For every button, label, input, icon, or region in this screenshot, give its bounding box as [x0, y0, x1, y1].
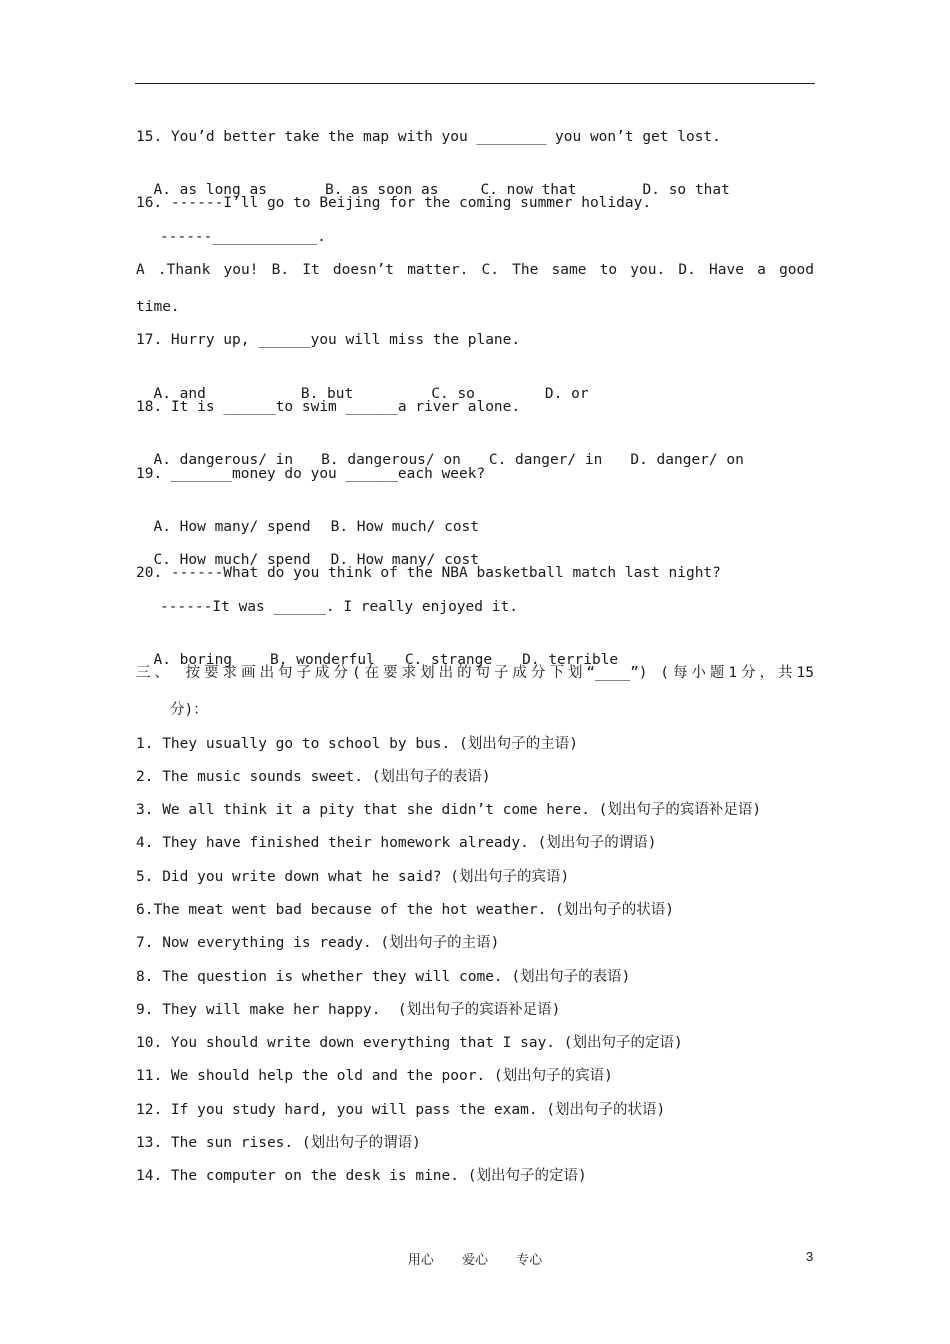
exercise-item: 2. The music sounds sweet. (划出句子的表语) — [136, 769, 491, 785]
question-16-stem: 16. ------I’ll go to Beijing for the coming summer holiday. — [136, 195, 652, 211]
option-d: D. How many/ cost — [330, 552, 480, 568]
question-18-stem: 18. It is ______to swim ______a river alone. — [136, 399, 521, 415]
option-a: A. boring — [153, 652, 233, 668]
option-b: B. dangerous/ on — [321, 452, 461, 468]
option-c: C. so — [431, 386, 475, 402]
question-16-options-line2: time. — [136, 299, 180, 315]
exercise-item: 11. We should help the old and the poor. (划出句子的宾语) — [136, 1068, 613, 1084]
option-b: B. as soon as — [324, 182, 439, 198]
exercise-item: 1. They usually go to school by bus. (划出句子的主语) — [136, 736, 578, 752]
option-a: A. dangerous/ in — [153, 452, 294, 468]
header-rule — [135, 83, 815, 84]
exercise-item: 5. Did you write down what he said? (划出句子的宾语) — [136, 869, 570, 885]
footer-word: 爱心 — [461, 1253, 488, 1268]
exercise-item: 14. The computer on the desk is mine. (划出句子的定语) — [136, 1168, 587, 1184]
option-c: C. strange — [404, 652, 493, 668]
exercise-item: 4. They have finished their homework already. (划出句子的谓语) — [136, 835, 657, 851]
option-a: A. as long as — [153, 182, 267, 198]
exercise-item: 7. Now everything is ready. (划出句子的主语) — [136, 935, 500, 951]
question-19-stem: 19. _______money do you ______each week? — [136, 466, 486, 482]
exercise-item: 10. You should write down everything that I say. (划出句子的定语) — [136, 1035, 683, 1051]
option-d: D. danger/ on — [630, 452, 744, 468]
option-d: D. so that — [642, 182, 730, 198]
exercise-item: 6.The meat went bad because of the hot weather. (划出句子的状语) — [136, 902, 674, 918]
option-b: B. but — [300, 386, 354, 402]
exercise-item: 13. The sun rises. (划出句子的谓语) — [136, 1135, 421, 1151]
option-a: A. and — [153, 386, 206, 402]
exercise-item: 12. If you study hard, you will pass the exam. (划出句子的状语) — [136, 1102, 666, 1118]
option-c: C. danger/ in — [488, 452, 603, 468]
option-c: C. now that — [480, 182, 577, 198]
option-d: D. or — [544, 386, 589, 402]
option-d: D. terrible — [522, 652, 619, 668]
exercise-item: 9. They will make her happy. (划出句子的宾语补足语) — [136, 1002, 561, 1018]
footer-word: 专心 — [516, 1253, 543, 1268]
footer-word: 用心 — [407, 1253, 434, 1268]
option-b: B. wonderful — [270, 652, 375, 668]
option-b: B. How much/ cost — [330, 519, 480, 535]
exercise-item: 8. The question is whether they will come. (划出句子的表语) — [136, 969, 631, 985]
question-15-stem: 15. You’d better take the map with you ________ you won’t get lost. — [136, 129, 721, 145]
page-number: 3 — [806, 1249, 814, 1264]
option-a: A. How many/ spend — [153, 519, 311, 535]
question-20-reply: ------It was ______. I really enjoyed it. — [160, 599, 518, 615]
question-16-reply: ------____________. — [160, 229, 326, 245]
exercise-item: 3. We all think it a pity that she didn’t come here. (划出句子的宾语补足语) — [136, 802, 762, 818]
question-16-options-line1: A .Thank you! B. It doesn’t matter. C. The same to you. D. Have a good — [136, 262, 814, 278]
section-3-heading: 三、 按要求画出句子成分(在要求划出的句子成分下划“____”) (每小题1分，共15 — [136, 665, 814, 681]
question-17-stem: 17. Hurry up, ______you will miss the plane. — [136, 332, 521, 348]
question-20-stem: 20. ------What do you think of the NBA basketball match last night? — [136, 565, 721, 581]
section-3-heading-continued: 分)： — [170, 702, 208, 718]
option-c: C. How much/ spend — [153, 552, 311, 568]
